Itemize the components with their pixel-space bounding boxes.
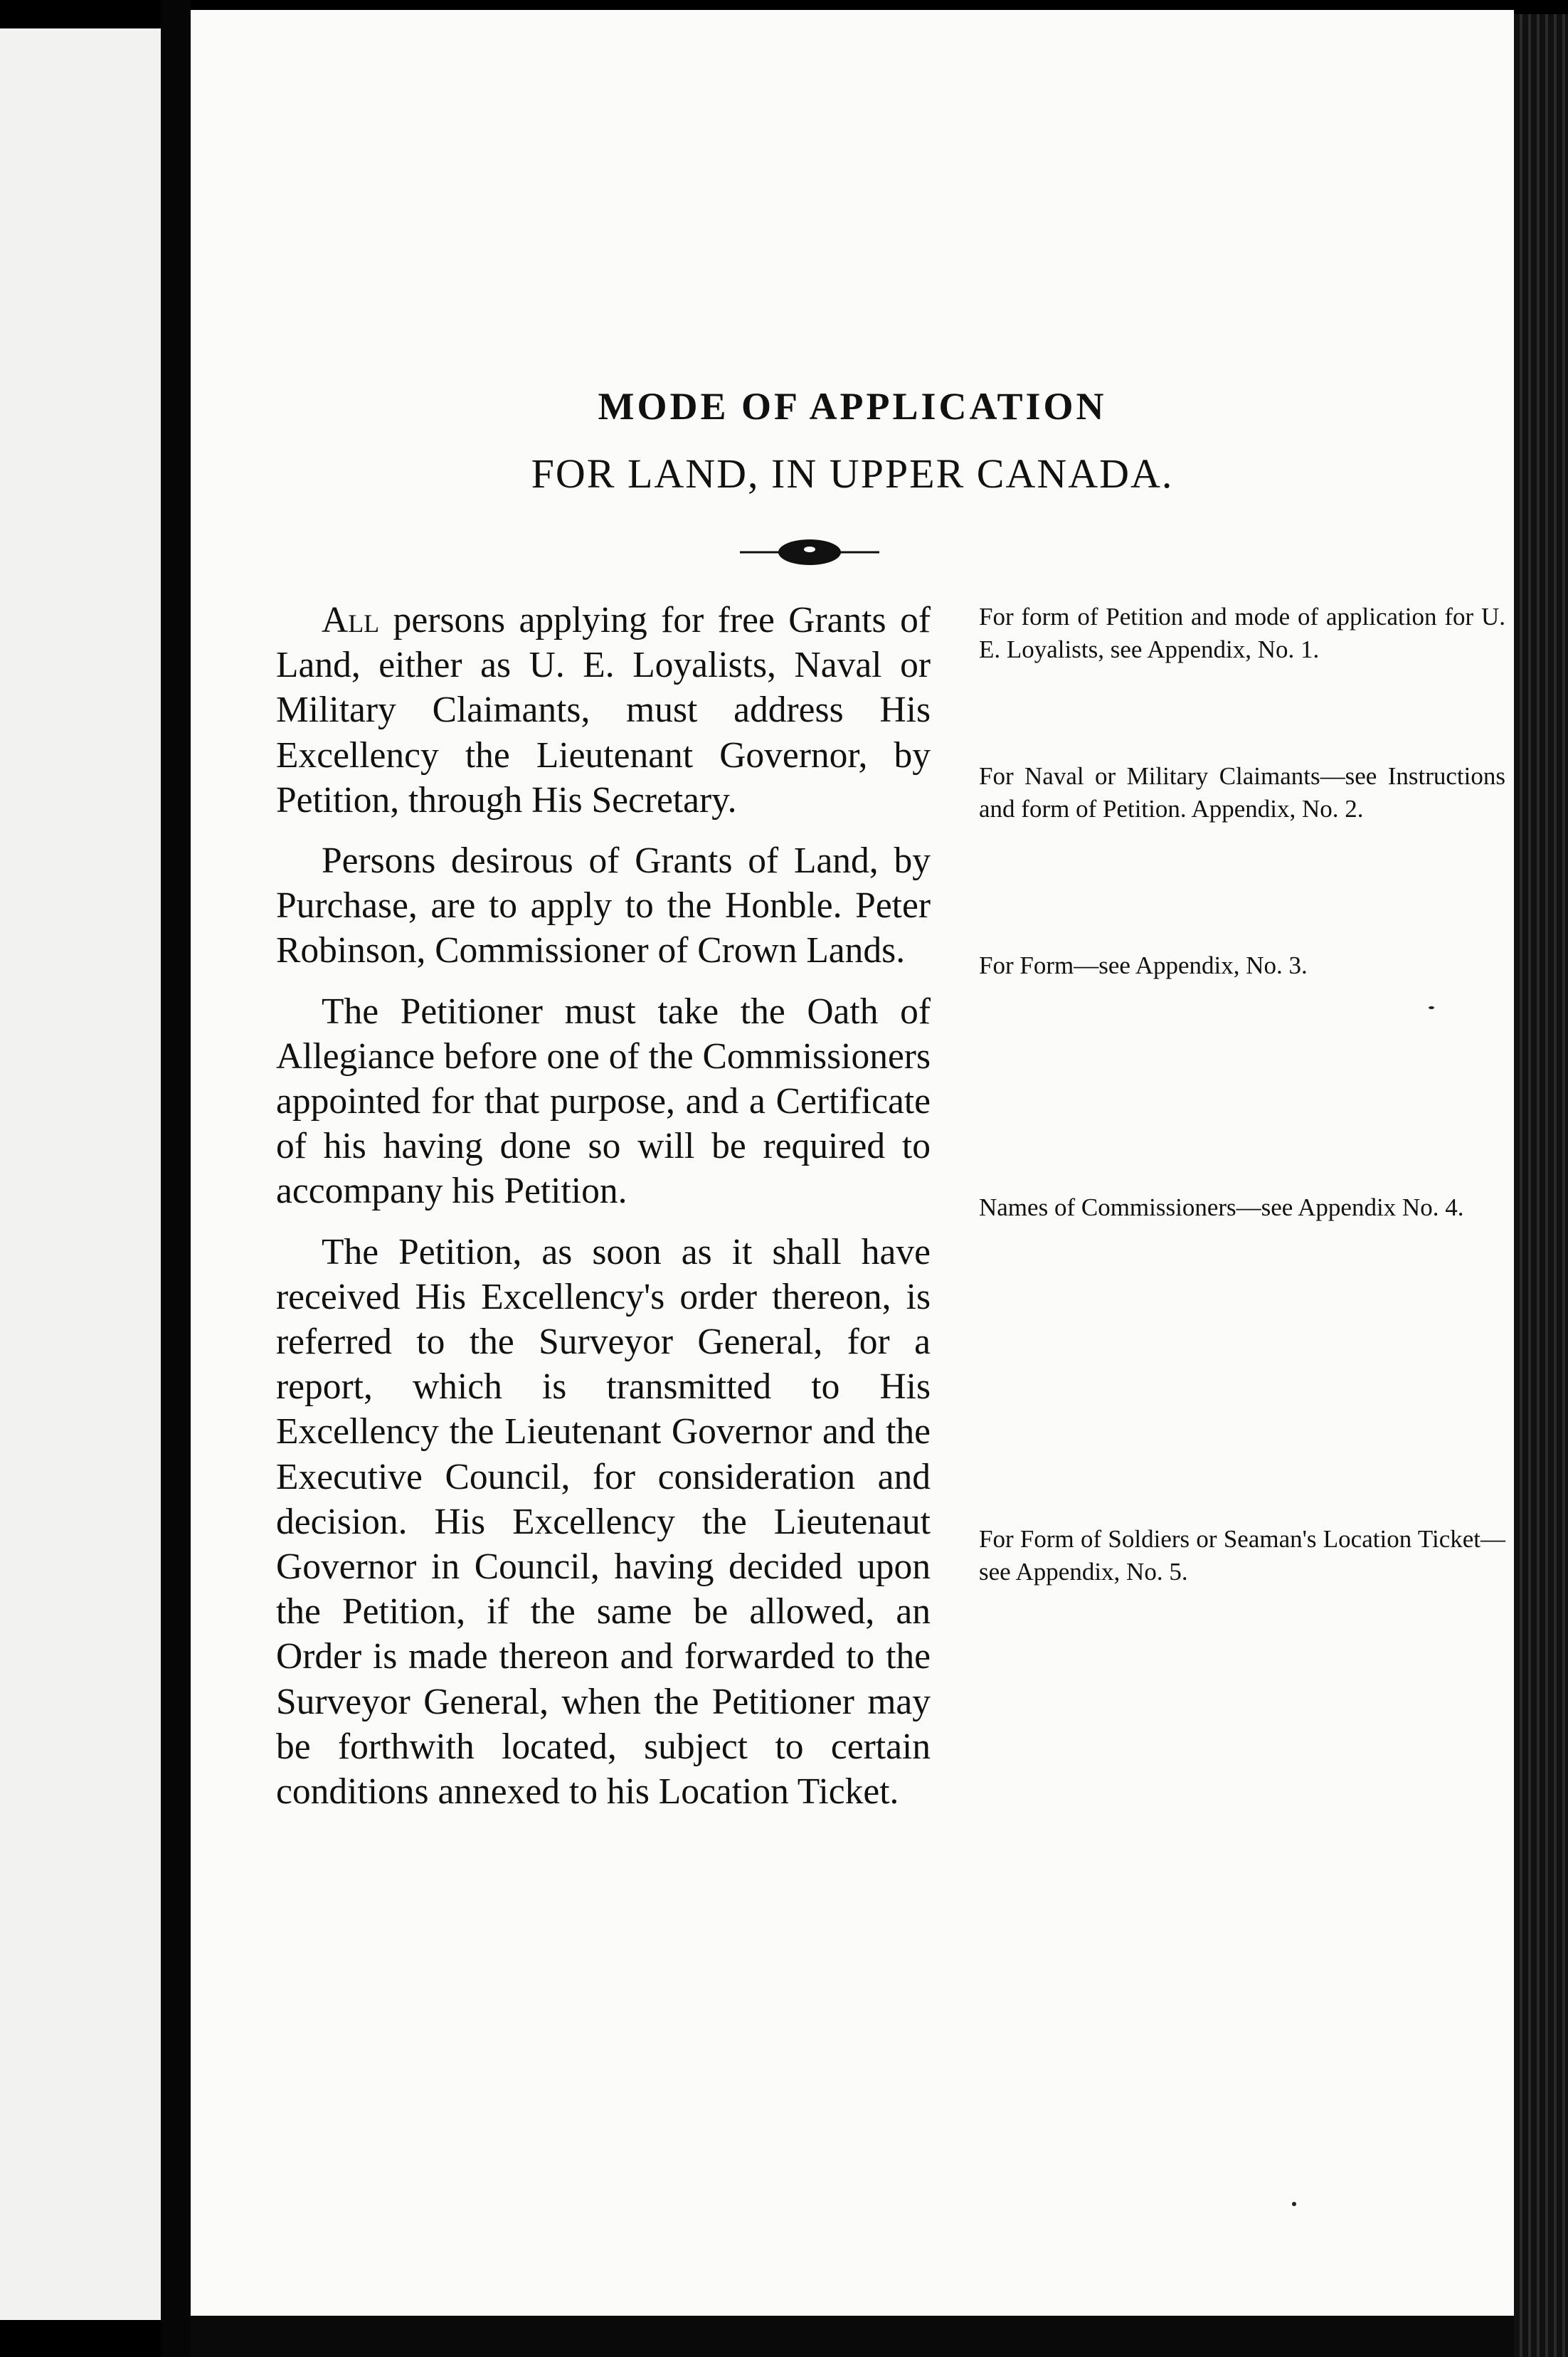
side-note-appendix-5: For Form of Soldiers or Seaman's Location Ticket—see Appendix, No. 5. [979, 1525, 1505, 1586]
paragraph-3: The Petitioner must take the Oath of Allegiance before one of the Commissioners appointed for that purpose, and a Certificate of his having done so will be required to accompany his Petition. [276, 991, 931, 1212]
paragraph-1-text: persons applying for free Grants of Land, either as U. E. Loyalists, Naval or Military Claimants, must address His Excellency the Lieutenant Governor, by Petition, through His Secretary. [276, 600, 931, 821]
title-line-2: FOR LAND, IN UPPER CANADA. [531, 450, 1174, 497]
facing-page-edge [0, 28, 161, 2320]
side-note-appendix-4: Names of Commissioners—see Appendix No. 4. [979, 1193, 1464, 1221]
scan-bottom-border [191, 2316, 1514, 2357]
paragraph-2: Persons desirous of Grants of Land, by Purchase, are to apply to the Honble. Peter Robinson, Commissioner of Crown Lands. [276, 840, 931, 971]
paragraph-1-lead-word: All [322, 600, 380, 640]
title-line-1: MODE OF APPLICATION [598, 385, 1107, 428]
fleuron-ornament-icon [740, 534, 879, 571]
scan-speck [1292, 2202, 1296, 2206]
book-page [191, 10, 1514, 2316]
paragraph-4: The Petition, as soon as it shall have received His Excellency's order thereon, is referred to the Surveyor General, for a report, which is transmitted to His Excellency the Lieutenant Governor and the Executive Council, for consideration and decision. His Excellency the Lieutenaut Governor in Council, having decided upon the Petition, if the same be allowed, an Order is made thereon and forwarded to the Surveyor General, when the Petitioner may be forthwith located, subject to certain conditions annexed to his Location Ticket. [276, 1231, 931, 1813]
main-text-column [276, 598, 931, 1830]
book-gutter [161, 0, 191, 2357]
paragraph-1 [276, 598, 931, 823]
side-note-appendix-3: For Form—see Appendix, No. 3. [979, 951, 1308, 979]
page-stack-edge [1514, 14, 1568, 2357]
scan-speck [1429, 1006, 1434, 1009]
side-note-appendix-2: For Naval or Military Claimants—see Instructions and form of Petition. Appendix, No. 2. [979, 762, 1505, 823]
side-note-appendix-1: For form of Petition and mode of application for U. E. Loyalists, see Appendix, No. 1. [979, 603, 1505, 663]
